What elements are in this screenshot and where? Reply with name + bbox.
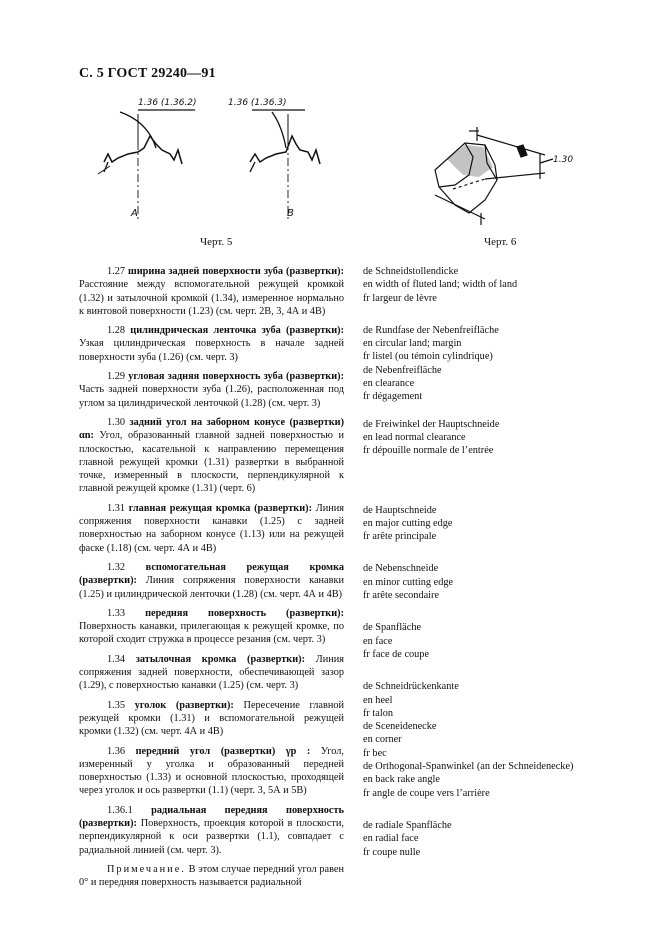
figure-6-caption: Черт. 6: [484, 236, 517, 248]
foreign-terms-group: de Spanfläche en face fr face de coupe: [363, 622, 430, 660]
term-entry-1-28: 1.28 цилиндрическая ленточка зуба (развертки): Узкая цилиндрическая поверхность в начале задней поверхности зуба (1.26) (см. черт. 3): [79, 325, 344, 363]
term-entry-1-34: 1.34 затылочная кромка (развертки): Линия сопряжения задней поверхности, обеспечивающей зазор (1.29), с поверхностью канавки (1.25) (см. черт. 3): [79, 653, 344, 692]
figure-6-label: 1.30: [553, 155, 574, 165]
term-entry-1-36-1: 1.36.1 радиальная передняя поверхность (развертки): Поверхность, проекция которой в плоскости, перпендикулярной к оси развертки (1.1), совпадает с радиальной линией (см. черт. 3).: [79, 804, 345, 856]
foreign-terms-group: de Schneidrückenkante en heel fr talon de Sceneidenecke en corner fr bec de Orthogonal-Spanwinkel (an der Schneidenecke) en back rake angle fr angle de coupe vers l’arrière: [363, 681, 574, 799]
foreign-terms-group: de Nebenschneide en minor cutting edge fr arête secondaire: [363, 563, 454, 602]
figure-5-drawing: [90, 92, 330, 232]
note-paragraph: Примечание. В этом случае передний угол равен 0° и передняя поверхность называется радиальной: [79, 863, 344, 889]
figure-5-label-left: 1.36 (1.36.2): [138, 98, 197, 108]
term-entry-1-31: 1.31 главная режущая кромка (развертки): Линия сопряжения поверхности канавки (1.25) с задней поверхностью на заборном конусе (1.13) или на режущей фаске (1.18) (см. черт. 4А и 4В): [79, 502, 344, 554]
term-entry-1-33: 1.33 передняя поверхность (развертки): Поверхность канавки, прилегающая к режущей кромке, по которой сходит стружка в процессе резания (см. черт. 3): [79, 607, 344, 646]
foreign-terms-group: de radiale Spanfläche en radial face fr coupe nulle: [363, 819, 452, 858]
term-entry-1-36: 1.36 передний угол (развертки) γp : Угол, измеренный у уголка и образованный передней поверхностью (1.33) и основной плоскостью, проходящей через уголок и ось развертки (1.1) (черт. 3, 5А и 5В): [79, 745, 344, 797]
terms-column-foreign: [363, 265, 653, 859]
figure-5-letter-b: В: [287, 208, 294, 219]
foreign-terms-group: de Freiwinkel der Hauptschneide en lead normal clearance fr dépouille normale de l’entrée: [363, 418, 500, 457]
figure-5-caption: Черт. 5: [200, 236, 233, 248]
figure-6-drawing: [425, 115, 575, 225]
foreign-terms-group: de Hauptschneide en major cutting edge fr arête principale: [363, 504, 453, 543]
page-header: С. 5 ГОСТ 29240—91: [79, 66, 216, 81]
foreign-terms-group: de Rundfase der Nebenfreifläche en circular land; margin fr listel (ou témoin cylindrique) de Nebenfreifläche en clearance fr dégagement: [363, 324, 499, 403]
term-entry-1-35: 1.35 уголок (развертки): Пересечение главной режущей кромки (1.31) и вспомогательной режущей кромки (1.32) (см. черт. 4А и 4В): [79, 699, 344, 738]
terms-column-russian: [79, 265, 344, 895]
term-entry-1-27: 1.27 ширина задней поверхности зуба (развертки): Расстояние между вспомогательной режущей кромкой (1.32) и затылочной кромкой (1.34), измеренное нормально к винтовой поверхности (1.23) (см. черт. 2В, 3, 4А и 4В): [79, 266, 345, 317]
term-entry-1-32: 1.32 вспомогательная режущая кромка (развертки): Линия сопряжения поверхности канавки (1.25) и цилиндрической ленточки (1.28) (см. черт. 4А и 4В): [79, 561, 344, 600]
term-entry-1-29: 1.29 угловая задняя поверхность зуба (развертки): Часть задней поверхности зуба (1.26), расположенная под углом за цилиндрической ленточкой (1.28) (см. черт. 3): [79, 371, 344, 409]
figure-5-label-right: 1.36 (1.36.3): [228, 98, 287, 108]
term-entry-1-30: 1.30 задний угол на заборном конусе (развертки) αn: Угол, образованный главной задней поверхностью и плоскостью, касательной к направлению перемещения главной режущей кромки (1.31) развертки в выбранной точке, измеренный в плоскости, перпендикулярной к главной режущей кромке (1.31) (черт. 6): [79, 416, 345, 495]
figure-5-letter-a: А: [131, 208, 138, 219]
foreign-terms-group: de Schneidstollendicke en width of fluted land; width of land fr largeur de lèvre: [363, 266, 518, 304]
